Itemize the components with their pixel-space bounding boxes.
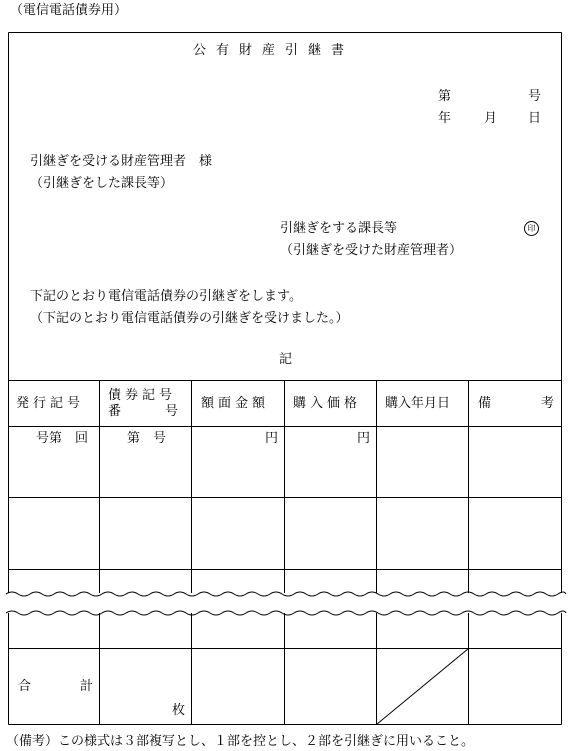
row-price-unit: 円 — [357, 431, 371, 446]
row-face-unit: 円 — [265, 431, 279, 446]
addressee-note: （引継ぎをした課長等） — [30, 176, 174, 191]
date-year: 年 — [438, 111, 452, 126]
ki-label: 記 — [279, 352, 293, 367]
total-count-unit: 枚 — [172, 703, 186, 718]
sender-note: （引継ぎを受けた財産管理者） — [280, 243, 463, 258]
body-text: 下記のとおり電信電話債券の引継ぎをします。 — [30, 289, 302, 304]
header-remarks-left: 備 — [478, 396, 492, 411]
seal-mark: 印 — [524, 221, 539, 236]
header-purchase-date: 購入年月日 — [385, 396, 451, 411]
row-bond: 第 号 — [127, 431, 167, 446]
form-label: （電信電話債券用） — [10, 3, 128, 18]
header-face-value: 額面金額 — [201, 396, 270, 411]
header-issue-symbol: 発行記号 — [16, 396, 85, 411]
sender-line: 引継ぎをする課長等 — [280, 221, 398, 236]
form-title: 公有財産引継書 — [193, 43, 355, 58]
number-dai: 第 — [438, 89, 452, 104]
header-bond-symbol: 債券記号 — [108, 388, 177, 403]
row-issue: 号第 回 — [36, 431, 89, 446]
date-month: 月 — [484, 111, 498, 126]
header-bond-number: 番号 — [108, 404, 223, 419]
footnote: （備考）この様式は３部複写とし、１部を控とし、２部を引継ぎに用いること。 — [6, 734, 475, 749]
addressee-line: 引継ぎを受ける財産管理者 様 — [30, 154, 213, 169]
header-remarks-right: 考 — [541, 396, 555, 411]
date-day: 日 — [528, 111, 542, 126]
number-go: 号 — [528, 89, 542, 104]
total-label-right: 計 — [80, 679, 94, 694]
body-note: （下記のとおり電信電話債券の引継ぎを受けました。） — [30, 311, 349, 326]
header-purchase-price: 購入価格 — [293, 396, 362, 411]
total-label-left: 合 — [18, 679, 32, 694]
